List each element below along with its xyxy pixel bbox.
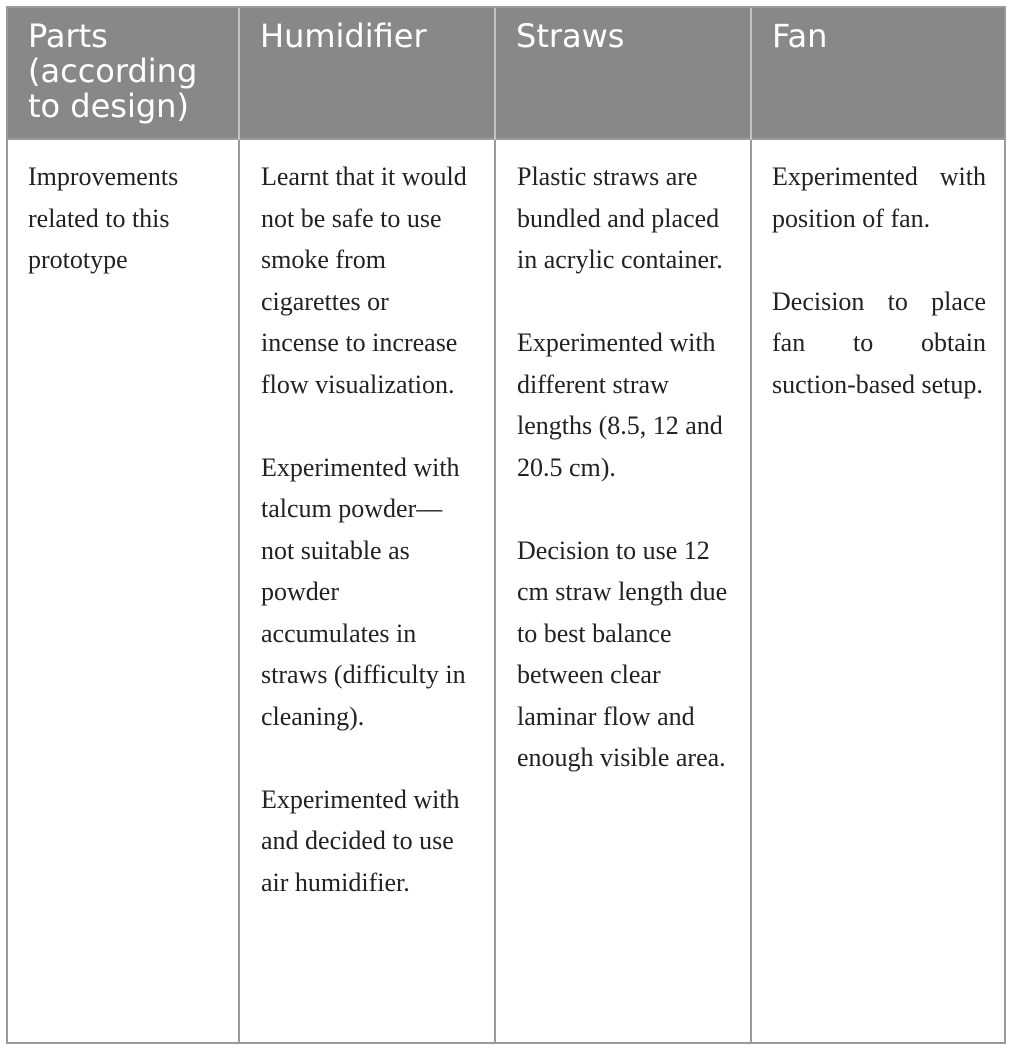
header-humidifier: Humidifier — [239, 8, 495, 139]
table-row — [8, 139, 1004, 1042]
header-parts: Parts (according to design) — [8, 8, 239, 139]
humidifier-paragraph: Experimented with talcum powder—not suitable as powder accumulates in straws (difficulty in cleaning). — [261, 452, 466, 731]
humidifier-paragraph: Learnt that it would not be safe to use smoke from cigarettes or incense to increase flow visualization. — [261, 162, 467, 399]
cell-row-label — [8, 139, 239, 1042]
humidifier-paragraph: Experimented with and decided to use air humidifier. — [261, 784, 460, 897]
straws-paragraph: Decision to use 12 cm straw length due to best balance between clear laminar flow and enough visible area. — [517, 535, 728, 772]
prototype-improvements-table — [6, 6, 1006, 1044]
cell-straws — [495, 139, 751, 1042]
cell-fan — [751, 139, 1004, 1042]
row-label: Improvements related to this prototype — [28, 162, 179, 274]
fan-paragraph: Decision to place fan to obtain suction-based setup. — [772, 286, 986, 399]
header-fan: Fan — [751, 8, 1004, 139]
table — [8, 8, 1004, 1042]
header-straws: Straws — [495, 8, 751, 139]
straws-paragraph: Plastic straws are bundled and placed in acrylic container. — [517, 162, 723, 274]
cell-humidifier — [239, 139, 495, 1042]
fan-paragraph: Experimented with position of fan. — [772, 162, 986, 233]
straws-paragraph: Experimented with different straw lengths (8.5, 12 and 20.5 cm). — [517, 328, 723, 482]
table-header-row — [8, 8, 1004, 139]
